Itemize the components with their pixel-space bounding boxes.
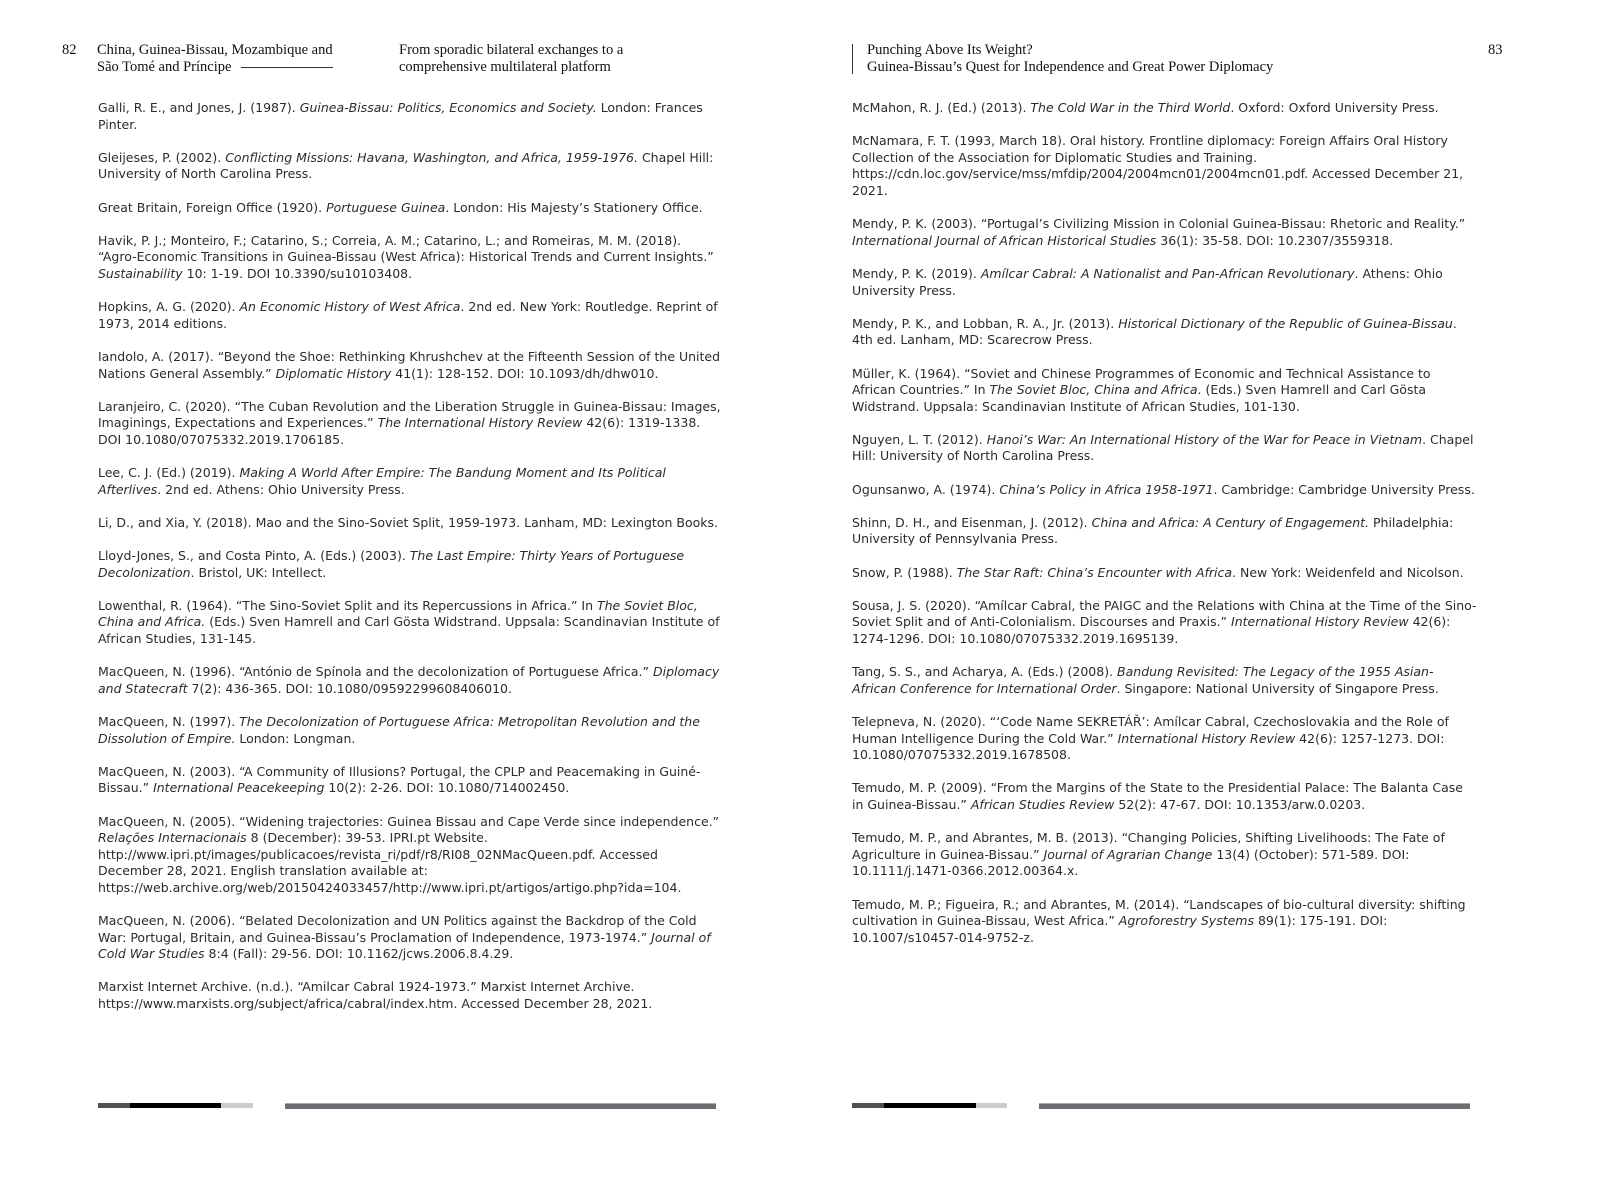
reference-entry: [98, 664, 723, 697]
reference-title: Hanoi’s War: An International History of the War for Peace in Vietnam: [986, 431, 1423, 447]
reference-title: Diplomacy and Statecraft: [98, 664, 720, 696]
running-head-book: China, Guinea-Bissau, Mozambique and São Tomé and Príncipe: [97, 42, 333, 75]
reference-entry: [852, 664, 1477, 697]
reference-entry: [98, 200, 723, 217]
reference-text: MacQueen, N. (2005). “Widening trajectories: Guinea Bissau and Cape Verde since independence.”: [98, 813, 720, 829]
reference-title: China and Africa: A Century of Engagement.: [1091, 514, 1370, 530]
page-number: 83: [1488, 42, 1503, 58]
reference-text: 42(6): 1274-1296. DOI: 10.1080/07075332.2019.1695139.: [852, 614, 1451, 646]
reference-entry: [852, 133, 1477, 199]
reference-text: 41(1): 128-152. DOI: 10.1093/dh/dhw010.: [391, 365, 659, 381]
reference-title: The Decolonization of Portuguese Africa: Metropolitan Revolution and the Dissolution of Empire.: [98, 713, 700, 746]
reference-entry: [852, 316, 1477, 349]
reference-title: Portuguese Guinea: [326, 199, 446, 215]
reference-title: Relações Internacionais: [98, 830, 247, 846]
reference-title: International History Review: [1231, 614, 1409, 630]
reference-list: [98, 100, 723, 1029]
reference-text: Philadelphia: University of Pennsylvania Press.: [852, 514, 1454, 547]
reference-text: Lloyd-Jones, S., and Costa Pinto, A. (Eds.) (2003).: [98, 548, 410, 564]
reference-text: McMahon, R. J. (Ed.) (2013).: [852, 100, 1031, 115]
reference-title: Historical Dictionary of the Republic of Guinea-Bissau: [1118, 315, 1453, 331]
reference-entry: [852, 598, 1477, 648]
reference-text: Nguyen, L. T. (2012).: [852, 431, 987, 447]
reference-entry: [98, 714, 723, 747]
reference-title: Agroforestry Systems: [1118, 913, 1254, 929]
reference-text: . London: His Majesty’s Stationery Office.: [445, 199, 703, 215]
reference-entry: [98, 399, 723, 449]
reference-text: Lowenthal, R. (1964). “The Sino-Soviet Split and its Repercussions in Africa.” In: [98, 597, 597, 613]
footer-rule: [1039, 1103, 1470, 1109]
page-number: 82: [62, 42, 77, 58]
reference-title: An Economic History of West Africa: [239, 299, 461, 315]
reference-text: MacQueen, N. (2003). “A Community of Illusions? Portugal, the CPLP and Peacemaking in Guiné-Bissau.”: [98, 763, 701, 796]
reference-title: Journal of Agrarian Change: [1043, 846, 1213, 862]
reference-entry: [98, 465, 723, 498]
reference-text: 13(4) (October): 571-589. DOI: 10.1111/j.1471-0366.2012.00364.x.: [852, 846, 1410, 879]
reference-entry: [98, 150, 723, 183]
reference-text: Mendy, P. K. (2019).: [852, 265, 981, 281]
running-head-chapter: Punching Above Its Weight? Guinea-Bissau’s Quest for Independence and Great Power Diplomacy: [867, 42, 1274, 75]
footer-bar-light: [976, 1103, 1007, 1108]
reference-text: Great Britain, Foreign Office (1920).: [98, 199, 327, 215]
reference-title: The Soviet Bloc, China and Africa.: [98, 597, 698, 630]
reference-entry: [98, 100, 723, 133]
reference-text: 10(2): 2-26. DOI: 10.1080/714002450.: [324, 780, 570, 796]
reference-text: Temudo, M. P. (2009). “From the Margins of the State to the Presidential Palace: The Balanta Case in Guinea-Bissau.”: [852, 780, 1463, 812]
reference-text: Tang, S. S., and Acharya, A. (Eds.) (2008).: [852, 664, 1118, 680]
reference-entry: [852, 432, 1477, 465]
reference-entry: [852, 266, 1477, 299]
reference-title: Diplomatic History: [275, 365, 392, 381]
reference-text: Galli, R. E., and Jones, J. (1987).: [98, 100, 300, 115]
reference-entry: [852, 100, 1477, 117]
reference-text: . New York: Weidenfeld and Nicolson.: [1232, 564, 1464, 580]
reference-text: 42(6): 1257-1273. DOI: 10.1080/07075332.2019.1678508.: [852, 730, 1445, 763]
reference-title: Sustainability: [98, 265, 183, 281]
reference-text: 89(1): 175-191. DOI: 10.1007/s10457-014-9752-z.: [852, 913, 1388, 945]
reference-text: Temudo, M. P.; Figueira, R.; and Abrantes, M. (2014). “Landscapes of bio-cultural diversity: shifting cultivation in Guinea-Bissau, West Africa.”: [852, 896, 1466, 929]
reference-text: Snow, P. (1988).: [852, 564, 957, 580]
reference-title: International Peacekeeping: [153, 780, 325, 796]
reference-text: . 4th ed. Lanham, MD: Scarecrow Press.: [852, 315, 1457, 348]
reference-text: Marxist Internet Archive. (n.d.). “Amilcar Cabral 1924-1973.” Marxist Internet Archive. https://www.marxists.org/subject/africa/cabral/index.htm. Accessed December 28, 2021.: [98, 979, 653, 1012]
reference-title: The Last Empire: Thirty Years of Portuguese Decolonization: [98, 548, 685, 580]
footer-bar-dark: [852, 1103, 884, 1108]
reference-text: Iandolo, A. (2017). “Beyond the Shoe: Rethinking Khrushchev at the Fifteenth Session of the United Nations General Assembly.”: [98, 348, 721, 381]
reference-title: The Star Raft: China’s Encounter with Africa: [956, 564, 1233, 580]
reference-text: MacQueen, N. (1996). “António de Spínola and the decolonization of Portuguese Africa.”: [98, 664, 653, 680]
reference-text: . Singapore: National University of Singapore Press.: [1116, 680, 1439, 696]
reference-entry: [98, 515, 723, 532]
reference-entry: [98, 598, 723, 648]
reference-text: Laranjeiro, C. (2020). “The Cuban Revolution and the Liberation Struggle in Guinea-Bissau: Images, Imaginings, Expectations and Experiences.”: [98, 398, 721, 431]
reference-entry: [852, 366, 1477, 416]
reference-entry: [98, 979, 723, 1012]
header-rule: [241, 67, 333, 68]
reference-entry: [98, 913, 723, 963]
reference-text: Gleijeses, P. (2002).: [98, 149, 226, 165]
reference-text: Müller, K. (1964). “Soviet and Chinese Programmes of Economic and Technical Assistance to African Countries.” In: [852, 365, 1431, 398]
reference-text: Hopkins, A. G. (2020).: [98, 299, 240, 315]
reference-title: The Soviet Bloc, China and Africa: [989, 382, 1198, 398]
reference-title: Making A World After Empire: The Bandung Moment and Its Political Afterlives: [98, 465, 666, 497]
reference-entry: [98, 764, 723, 797]
reference-title: Bandung Revisited: The Legacy of the 1955 Asian-African Conference for International Order: [852, 664, 1434, 696]
reference-text: . (Eds.) Sven Hamrell and Carl Gösta Widstrand. Uppsala: Scandinavian Institute of African Studies, 101-130.: [852, 382, 1427, 414]
reference-entry: [852, 515, 1477, 548]
reference-entry: [852, 714, 1477, 764]
reference-text: Shinn, D. H., and Eisenman, J. (2012).: [852, 514, 1092, 530]
reference-title: Guinea-Bissau: Politics, Economics and Society.: [299, 100, 597, 115]
running-head-chapter: From sporadic bilateral exchanges to a comprehensive multilateral platform: [399, 42, 624, 75]
reference-text: Chapel Hill: University of North Carolina Press.: [98, 149, 714, 182]
reference-entry: [98, 548, 723, 581]
reference-title: African Studies Review: [970, 796, 1115, 812]
reference-entry: [852, 897, 1477, 947]
reference-entry: [98, 299, 723, 332]
reference-text: McNamara, F. T. (1993, March 18). Oral history. Frontline diplomacy: Foreign Affairs Oral History Collection of the Association for Diplomatic Studies and Training. https://cdn.loc.gov/service/mss/mfdip/2004/2004mcn01/2004mcn01.pdf. Accessed December 21, 2021.: [852, 133, 1464, 198]
reference-text: . Bristol, UK: Intellect.: [190, 564, 327, 580]
reference-text: 52(2): 47-67. DOI: 10.1353/arw.0.0203.: [1114, 796, 1366, 812]
reference-entry: [852, 780, 1477, 813]
reference-text: 8 (December): 39-53. IPRI.pt Website. http://www.ipri.pt/images/publicacoes/revista_ri/pdf/r8/RI08_02NMacQueen.pdf. Accessed December 28, 2021. English translation available at: https://web.archive.org/web/20150424033457/http://www.ipri.pt/artigos/artigo.php?ida=104.: [98, 830, 682, 895]
reference-text: . Cambridge: Cambridge University Press.: [1213, 481, 1475, 497]
reference-text: . 2nd ed. Athens: Ohio University Press.: [157, 481, 405, 497]
footer-bar-black: [884, 1103, 976, 1108]
reference-entry: [98, 814, 723, 897]
reference-text: Havik, P. J.; Monteiro, F.; Catarino, S.; Correia, A. M.; Catarino, L.; and Romeiras, M. M. (2018). “Agro-Economic Transitions in Guinea-Bissau (West Africa): Historical Trends and Current Insights.”: [98, 232, 714, 265]
reference-title: International Journal of African Historical Studies: [852, 232, 1157, 248]
reference-text: 7(2): 436-365. DOI: 10.1080/09592299608406010.: [187, 680, 512, 696]
reference-text: 36(1): 35-58. DOI: 10.2307/3559318.: [1156, 232, 1394, 248]
footer-bar-light: [221, 1103, 253, 1108]
reference-text: Ogunsanwo, A. (1974).: [852, 481, 1000, 497]
reference-title: Conflicting Missions: Havana, Washington, and Africa, 1959-1976.: [225, 149, 638, 165]
reference-text: MacQueen, N. (1997).: [98, 713, 240, 729]
reference-text: 10: 1-19. DOI 10.3390/su10103408.: [182, 265, 413, 281]
reference-entry: [98, 349, 723, 382]
reference-text: Mendy, P. K. (2003). “Portugal’s Civilizing Mission in Colonial Guinea-Bissau: Rhetoric and Reality.”: [852, 216, 1466, 232]
footer-bar-black: [130, 1103, 221, 1108]
reference-text: Sousa, J. S. (2020). “Amílcar Cabral, the PAIGC and the Relations with China at the Time of the Sino-Soviet Split and of Anti-Colonialism. Discourses and Praxis.”: [852, 597, 1477, 630]
reference-text: 8:4 (Fall): 29-56. DOI: 10.1162/jcws.2006.8.4.29.: [204, 946, 514, 962]
reference-entry: [852, 830, 1477, 880]
reference-title: Journal of Cold War Studies: [98, 929, 711, 962]
reference-text: . Athens: Ohio University Press.: [852, 265, 1443, 298]
reference-text: Telepneva, N. (2020). “‘Code Name SEKRETÁŘ’: Amílcar Cabral, Czechoslovakia and the Role of Human Intelligence During the Cold War.”: [852, 713, 1449, 746]
reference-title: International History Review: [1117, 730, 1296, 746]
footer-bar-dark: [98, 1103, 130, 1108]
reference-entry: [98, 233, 723, 283]
reference-entry: [852, 216, 1477, 249]
reference-text: . 2nd ed. New York: Routledge. Reprint of 1973, 2014 editions.: [98, 299, 718, 331]
reference-text: MacQueen, N. (2006). “Belated Decolonization and UN Politics against the Backdrop of the Cold War: Portugal, Britain, and Guinea-Bissau’s Proclamation of Independence, 1973-1974.”: [98, 913, 697, 945]
reference-text: London: Longman.: [235, 730, 356, 746]
reference-text: (Eds.) Sven Hamrell and Carl Gösta Widstrand. Uppsala: Scandinavian Institute of African Studies, 131-145.: [98, 614, 720, 646]
reference-entry: [852, 482, 1477, 499]
reference-text: Li, D., and Xia, Y. (2018). Mao and the Sino-Soviet Split, 1959-1973. Lanham, MD: Lexington Books.: [98, 514, 718, 530]
reference-list: [852, 100, 1477, 963]
reference-title: The Cold War in the Third World: [1030, 100, 1231, 115]
reference-title: The International History Review: [377, 415, 583, 431]
reference-text: London: Frances Pinter.: [98, 100, 703, 132]
footer-rule: [285, 1103, 716, 1109]
header-divider: [852, 44, 853, 74]
reference-text: Lee, C. J. (Ed.) (2019).: [98, 465, 240, 481]
reference-title: Amílcar Cabral: A Nationalist and Pan-African Revolutionary: [980, 265, 1355, 281]
reference-text: Temudo, M. P., and Abrantes, M. B. (2013). “Changing Policies, Shifting Livelihoods: The Fate of Agriculture in Guinea-Bissau.”: [852, 830, 1445, 862]
reference-text: Mendy, P. K., and Lobban, R. A., Jr. (2013).: [852, 315, 1119, 331]
reference-text: . Chapel Hill: University of North Carolina Press.: [852, 431, 1474, 464]
reference-entry: [852, 565, 1477, 582]
reference-title: China’s Policy in Africa 1958-1971: [999, 481, 1214, 497]
reference-text: . Oxford: Oxford University Press.: [1230, 100, 1439, 115]
reference-text: 42(6): 1319-1338. DOI 10.1080/07075332.2019.1706185.: [98, 415, 701, 447]
